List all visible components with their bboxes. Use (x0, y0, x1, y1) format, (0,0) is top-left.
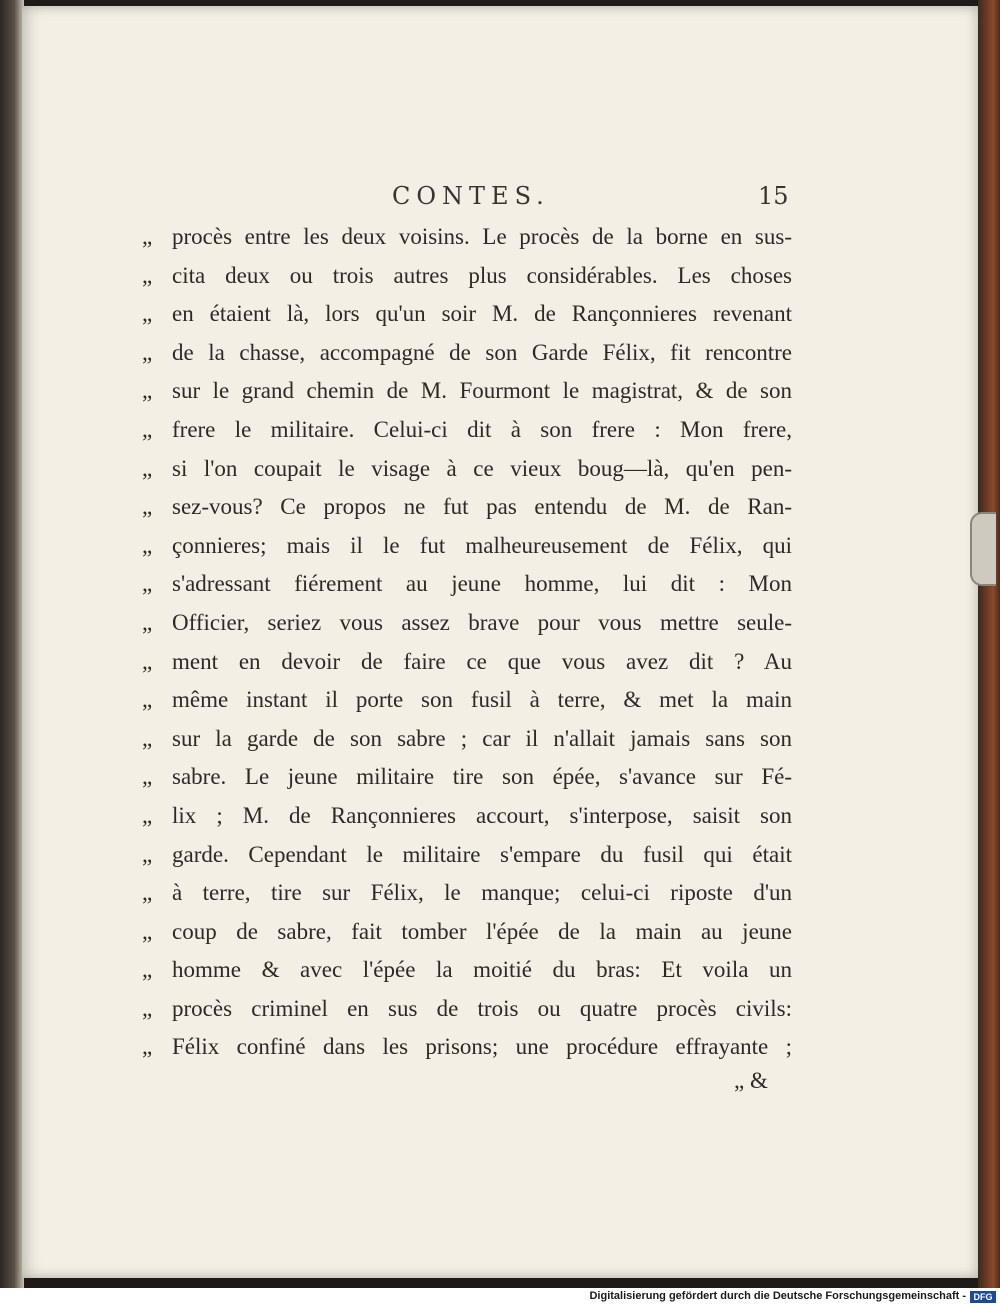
text-line (142, 604, 792, 643)
quote-mark: „ (142, 957, 153, 983)
line-text: lix ; M. de Rançonnieres accourt, s'interpose, saisit son (172, 802, 792, 828)
text-line (142, 334, 792, 373)
digitization-footer (0, 1288, 1000, 1306)
quote-mark: „ (142, 262, 153, 288)
line-text: çonnieres; mais il le fut malheureusement de Félix, qui (172, 532, 792, 558)
page-header (22, 182, 978, 222)
quote-mark: „ (142, 532, 153, 558)
book-spine-edge (0, 0, 24, 1288)
quote-mark: „ (142, 455, 153, 481)
funding-credit: Digitalisierung gefördert durch die Deutsche Forschungsgemeinschaft - (589, 1290, 966, 1302)
line-text: cita deux ou trois autres plus considérables. Les choses (172, 262, 792, 288)
quote-mark: „ (142, 725, 153, 751)
text-line (142, 295, 792, 334)
quote-mark: „ (142, 339, 153, 365)
quote-mark: „ (142, 995, 153, 1021)
line-text: s'adressant fiérement au jeune homme, lui dit : Mon (172, 571, 792, 597)
text-line (142, 990, 792, 1029)
line-text: à terre, tire sur Félix, le manque; celui-ci riposte d'un (172, 880, 792, 906)
quote-mark: „ (142, 609, 153, 635)
quote-mark: „ (142, 301, 153, 327)
text-line (142, 643, 792, 682)
line-text: sur la garde de son sabre ; car il n'allait jamais sans son (172, 725, 792, 751)
quote-mark: „ (142, 224, 153, 249)
line-text: coup de sabre, fait tomber l'épée de la main au jeune (172, 918, 792, 944)
catchword: „ & (734, 1068, 768, 1093)
page-number: 15 (758, 182, 789, 210)
quote-mark: „ (142, 687, 153, 713)
line-text: de la chasse, accompagné de son Garde Félix, fit rencontre (172, 339, 792, 365)
line-text: homme & avec l'épée la moitié du bras: Et voila un (172, 957, 792, 983)
text-line (142, 565, 792, 604)
quote-mark: „ (142, 918, 153, 944)
quote-mark: „ (142, 494, 153, 520)
line-text: sabre. Le jeune militaire tire son épée, s'avance sur Fé- (172, 764, 792, 790)
text-line (142, 488, 792, 527)
quote-mark: „ (142, 378, 153, 404)
quote-mark: „ (142, 764, 153, 790)
line-text: ment en devoir de faire ce que vous avez dit ? Au (172, 648, 792, 674)
line-text: Officier, seriez vous assez brave pour vous mettre seule- (172, 609, 792, 635)
line-text: procès entre les deux voisins. Le procès de la borne en sus- (172, 224, 792, 249)
text-line (142, 527, 792, 566)
text-line (142, 218, 792, 257)
text-line (142, 450, 792, 489)
page-tab-marker (970, 512, 996, 586)
line-text: en étaient là, lors qu'un soir M. de Rançonnieres revenant (172, 301, 792, 327)
quote-mark: „ (142, 416, 153, 442)
text-line (142, 797, 792, 836)
quote-mark: „ (142, 648, 153, 674)
text-line (142, 913, 792, 952)
book-page (22, 6, 978, 1278)
quote-mark: „ (142, 841, 153, 867)
line-text: sez-vous? Ce propos ne fut pas entendu de M. de Ran- (172, 494, 792, 520)
line-text: frere le militaire. Celui-ci dit à son frere : Mon frere, (172, 416, 792, 442)
text-line (142, 372, 792, 411)
line-text: même instant il porte son fusil à terre, & met la main (172, 687, 792, 713)
quote-mark: „ (142, 571, 153, 597)
text-line (142, 951, 792, 990)
line-text: si l'on coupait le visage à ce vieux boug—là, qu'en pen- (172, 455, 792, 481)
text-line (142, 836, 792, 875)
dfg-logo-icon: DFG (970, 1291, 996, 1303)
text-line (142, 681, 792, 720)
text-line (142, 720, 792, 759)
body-text (142, 218, 792, 1067)
running-head: CONTES. (392, 182, 550, 210)
line-text: sur le grand chemin de M. Fourmont le magistrat, & de son (172, 378, 792, 404)
quote-mark: „ (142, 880, 153, 906)
line-text: procès criminel en sus de trois ou quatre procès civils: (172, 995, 792, 1021)
line-text: garde. Cependant le militaire s'empare du fusil qui était (172, 841, 792, 867)
text-line (142, 874, 792, 913)
text-line (142, 257, 792, 296)
text-line (142, 1028, 792, 1067)
quote-mark: „ (142, 802, 153, 828)
line-text: Félix confiné dans les prisons; une procédure effrayante ; (172, 1034, 792, 1060)
text-line (142, 411, 792, 450)
book-cover-edge (978, 0, 1000, 1288)
text-line (142, 758, 792, 797)
quote-mark: „ (142, 1034, 153, 1060)
